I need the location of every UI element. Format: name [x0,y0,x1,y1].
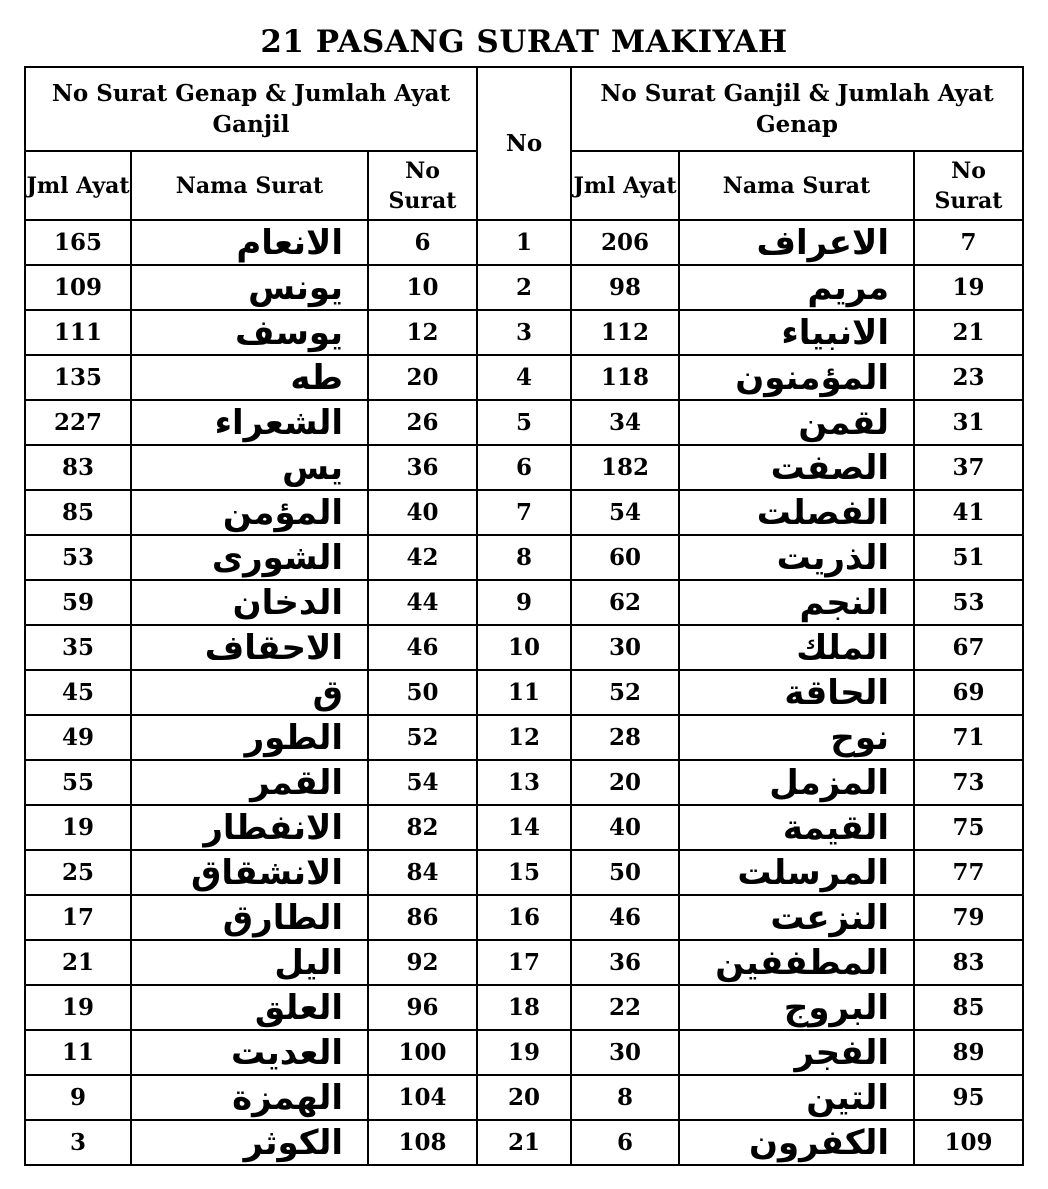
pair-no-cell: 18 [477,985,571,1030]
right-nama-surat-cell: المطففين [679,940,914,985]
left-nama-surat-cell: الشعراء [131,400,368,445]
right-no-surat-cell: 71 [914,715,1023,760]
right-no-surat-cell: 53 [914,580,1023,625]
pair-no-cell: 12 [477,715,571,760]
right-jml-ayat-cell: 118 [571,355,679,400]
table-row [25,1030,1023,1075]
right-jml-ayat-cell: 8 [571,1075,679,1120]
table-row [25,400,1023,445]
group-header-row [25,67,1023,151]
left-nama-surat-cell: يس [131,445,368,490]
left-jml-ayat-cell: 19 [25,805,131,850]
right-no-surat-cell: 67 [914,625,1023,670]
pair-no-cell: 5 [477,400,571,445]
right-jml-ayat-cell: 112 [571,310,679,355]
right-nama-surat-cell: نوح [679,715,914,760]
left-no-surat-cell: 26 [368,400,477,445]
right-jml-ayat-header: Jml Ayat [571,151,679,220]
left-no-surat-cell: 20 [368,355,477,400]
right-jml-ayat-cell: 28 [571,715,679,760]
right-no-surat-header: No Surat [914,151,1023,220]
pair-no-cell: 4 [477,355,571,400]
right-jml-ayat-cell: 182 [571,445,679,490]
right-nama-surat-cell: المرسلت [679,850,914,895]
right-nama-surat-cell: التين [679,1075,914,1120]
left-jml-ayat-cell: 59 [25,580,131,625]
right-jml-ayat-cell: 60 [571,535,679,580]
left-no-surat-cell: 82 [368,805,477,850]
pair-no-cell: 21 [477,1120,571,1165]
right-no-surat-cell: 85 [914,985,1023,1030]
left-nama-surat-cell: الهمزة [131,1075,368,1120]
left-jml-ayat-cell: 227 [25,400,131,445]
left-jml-ayat-cell: 109 [25,265,131,310]
left-no-surat-cell: 46 [368,625,477,670]
table-row [25,265,1023,310]
pair-no-cell: 10 [477,625,571,670]
left-jml-ayat-cell: 53 [25,535,131,580]
table-row [25,985,1023,1030]
right-no-surat-cell: 69 [914,670,1023,715]
left-jml-ayat-cell: 25 [25,850,131,895]
right-no-surat-cell: 23 [914,355,1023,400]
right-group-header: No Surat Ganjil & Jumlah Ayat Genap [571,67,1023,151]
left-nama-surat-cell: الشورى [131,535,368,580]
right-nama-surat-cell: النجم [679,580,914,625]
table-row [25,625,1023,670]
pair-no-cell: 15 [477,850,571,895]
table-row [25,940,1023,985]
table-row [25,310,1023,355]
table-row [25,895,1023,940]
table-row [25,580,1023,625]
left-nama-surat-cell: الاحقاف [131,625,368,670]
pair-no-cell: 16 [477,895,571,940]
left-no-surat-cell: 10 [368,265,477,310]
pair-no-cell: 19 [477,1030,571,1075]
left-jml-ayat-cell: 35 [25,625,131,670]
pair-no-cell: 8 [477,535,571,580]
left-no-surat-cell: 86 [368,895,477,940]
right-jml-ayat-cell: 30 [571,625,679,670]
left-jml-ayat-cell: 11 [25,1030,131,1075]
left-no-surat-cell: 40 [368,490,477,535]
right-jml-ayat-cell: 50 [571,850,679,895]
pair-no-cell: 11 [477,670,571,715]
pair-no-cell: 2 [477,265,571,310]
left-jml-ayat-cell: 9 [25,1075,131,1120]
right-no-surat-cell: 31 [914,400,1023,445]
right-no-surat-cell: 89 [914,1030,1023,1075]
surah-table [24,66,1024,1166]
left-nama-surat-cell: الانعام [131,220,368,265]
left-jml-ayat-cell: 19 [25,985,131,1030]
left-jml-ayat-cell: 165 [25,220,131,265]
pair-no-cell: 13 [477,760,571,805]
right-nama-surat-cell: المؤمنون [679,355,914,400]
left-nama-surat-cell: اليل [131,940,368,985]
pair-no-cell: 17 [477,940,571,985]
left-nama-surat-cell: الطارق [131,895,368,940]
right-nama-surat-cell: الذريت [679,535,914,580]
left-jml-ayat-cell: 111 [25,310,131,355]
left-nama-surat-cell: الانفطار [131,805,368,850]
right-jml-ayat-cell: 206 [571,220,679,265]
right-jml-ayat-cell: 36 [571,940,679,985]
right-jml-ayat-cell: 52 [571,670,679,715]
right-nama-surat-cell: البروج [679,985,914,1030]
right-no-surat-cell: 79 [914,895,1023,940]
right-nama-surat-cell: الملك [679,625,914,670]
left-nama-surat-cell: الانشقاق [131,850,368,895]
right-jml-ayat-cell: 46 [571,895,679,940]
table-row [25,805,1023,850]
right-nama-surat-cell: الاعراف [679,220,914,265]
left-nama-surat-cell: ق [131,670,368,715]
table-row [25,715,1023,760]
left-no-surat-cell: 100 [368,1030,477,1075]
left-no-surat-cell: 42 [368,535,477,580]
pair-no-cell: 1 [477,220,571,265]
right-jml-ayat-cell: 22 [571,985,679,1030]
left-no-surat-cell: 44 [368,580,477,625]
left-jml-ayat-cell: 21 [25,940,131,985]
table-row [25,1075,1023,1120]
left-nama-surat-cell: الدخان [131,580,368,625]
left-no-surat-cell: 84 [368,850,477,895]
left-no-surat-cell: 6 [368,220,477,265]
left-no-surat-cell: 54 [368,760,477,805]
pair-no-cell: 20 [477,1075,571,1120]
table-row [25,355,1023,400]
table-body [25,67,1023,1165]
right-nama-surat-cell: الكفرون [679,1120,914,1165]
table-row [25,220,1023,265]
right-jml-ayat-cell: 40 [571,805,679,850]
left-jml-ayat-cell: 135 [25,355,131,400]
right-jml-ayat-cell: 62 [571,580,679,625]
right-no-surat-cell: 75 [914,805,1023,850]
right-jml-ayat-cell: 34 [571,400,679,445]
right-nama-surat-cell: القيمة [679,805,914,850]
right-jml-ayat-cell: 20 [571,760,679,805]
right-nama-surat-cell: الانبياء [679,310,914,355]
left-nama-surat-cell: يوسف [131,310,368,355]
right-jml-ayat-cell: 54 [571,490,679,535]
right-no-surat-cell: 37 [914,445,1023,490]
table-row [25,1120,1023,1165]
right-jml-ayat-cell: 98 [571,265,679,310]
left-group-header: No Surat Genap & Jumlah Ayat Ganjil [25,67,477,151]
right-no-surat-cell: 83 [914,940,1023,985]
right-no-surat-cell: 41 [914,490,1023,535]
left-nama-surat-cell: طه [131,355,368,400]
left-nama-surat-cell: القمر [131,760,368,805]
left-jml-ayat-cell: 45 [25,670,131,715]
left-jml-ayat-header: Jml Ayat [25,151,131,220]
left-jml-ayat-cell: 55 [25,760,131,805]
left-jml-ayat-cell: 17 [25,895,131,940]
right-nama-surat-cell: المزمل [679,760,914,805]
table-row [25,445,1023,490]
pair-no-header: No [477,67,571,220]
table-row [25,535,1023,580]
left-jml-ayat-cell: 3 [25,1120,131,1165]
left-nama-surat-cell: العلق [131,985,368,1030]
right-no-surat-cell: 73 [914,760,1023,805]
left-no-surat-header: No Surat [368,151,477,220]
left-no-surat-cell: 96 [368,985,477,1030]
right-jml-ayat-cell: 6 [571,1120,679,1165]
pair-no-cell: 14 [477,805,571,850]
pair-no-cell: 3 [477,310,571,355]
left-no-surat-cell: 50 [368,670,477,715]
right-no-surat-cell: 109 [914,1120,1023,1165]
left-no-surat-cell: 108 [368,1120,477,1165]
pair-no-cell: 9 [477,580,571,625]
right-no-surat-cell: 21 [914,310,1023,355]
right-no-surat-cell: 95 [914,1075,1023,1120]
left-nama-surat-cell: العديت [131,1030,368,1075]
right-no-surat-cell: 51 [914,535,1023,580]
left-no-surat-cell: 36 [368,445,477,490]
right-nama-surat-cell: الفصلت [679,490,914,535]
left-no-surat-cell: 104 [368,1075,477,1120]
table-row [25,490,1023,535]
left-nama-surat-cell: يونس [131,265,368,310]
left-jml-ayat-cell: 85 [25,490,131,535]
left-no-surat-cell: 52 [368,715,477,760]
left-jml-ayat-cell: 49 [25,715,131,760]
right-nama-surat-cell: الفجر [679,1030,914,1075]
left-nama-surat-header: Nama Surat [131,151,368,220]
right-no-surat-cell: 77 [914,850,1023,895]
right-jml-ayat-cell: 30 [571,1030,679,1075]
page-title: 21 PASANG SURAT MAKIYAH [260,24,788,60]
left-no-surat-cell: 12 [368,310,477,355]
left-no-surat-cell: 92 [368,940,477,985]
pair-no-cell: 7 [477,490,571,535]
right-nama-surat-cell: الحاقة [679,670,914,715]
left-nama-surat-cell: الطور [131,715,368,760]
right-nama-surat-cell: الصفت [679,445,914,490]
right-no-surat-cell: 7 [914,220,1023,265]
right-nama-surat-cell: مريم [679,265,914,310]
pair-no-cell: 6 [477,445,571,490]
left-jml-ayat-cell: 83 [25,445,131,490]
table-row [25,760,1023,805]
right-nama-surat-header: Nama Surat [679,151,914,220]
right-nama-surat-cell: النزعت [679,895,914,940]
left-nama-surat-cell: الكوثر [131,1120,368,1165]
left-nama-surat-cell: المؤمن [131,490,368,535]
right-nama-surat-cell: لقمن [679,400,914,445]
table-row [25,670,1023,715]
right-no-surat-cell: 19 [914,265,1023,310]
table-row [25,850,1023,895]
